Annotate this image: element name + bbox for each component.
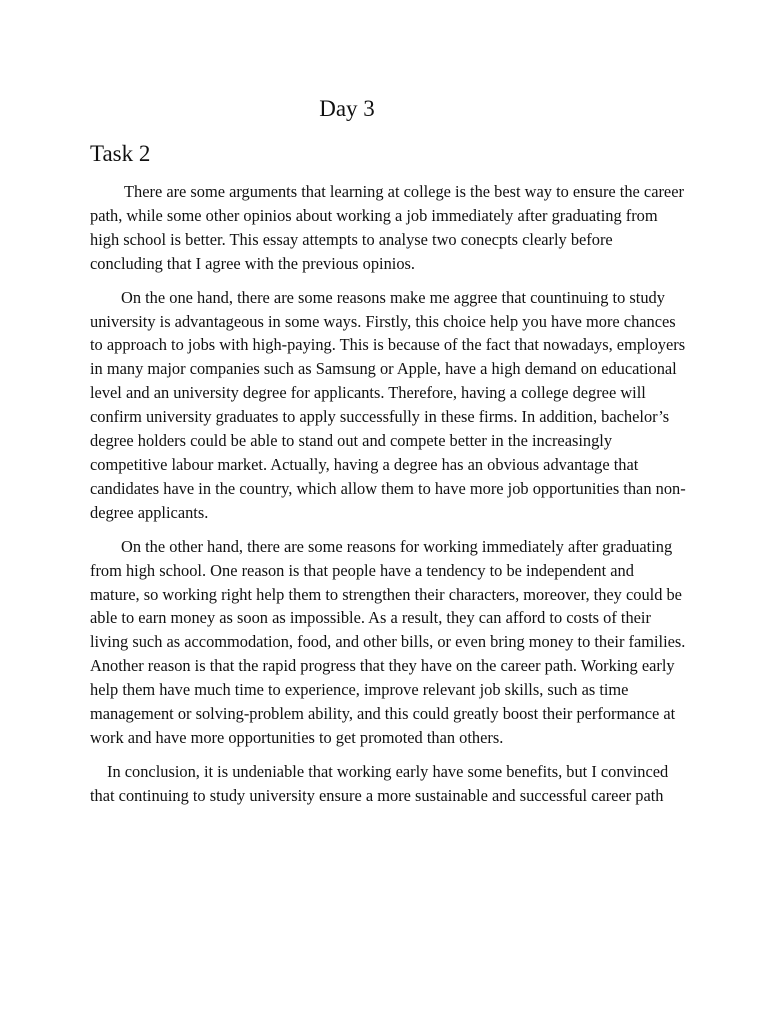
essay-paragraph-conclusion: In conclusion, it is undeniable that working early have some benefits, but I convinced that continuing to study university ensure a more sustainable and successful career path: [90, 761, 669, 805]
day-heading: Day 3: [319, 96, 375, 121]
essay-paragraph-intro: There are some arguments that learning at college is the best way to ensure the career path, while some other opinios about working a job immediately after graduating from high school is better. This essay attempts to analyse two conecpts clearly before concluding that I agree with the previous opinios.: [90, 182, 684, 273]
task-heading: Task 2: [90, 141, 151, 166]
essay-paragraph-first-view: On the one hand, there are some reasons make me aggree that countinuing to study university is advantageous in some ways. Firstly, this choice help you have more chances to approach to jobs with high-paying. This is because of the fact that nowadays, employers in many major companies such as Samsung or Apple, have a high demand on educational level and an university degree for applicants. Therefore, having a college degree will confirm university graduates to apply successfully in these firms. In addition, bachelor’s degree holders could be able to stand out and compete better in the increasingly competitive labour market. Actually, having a degree has an obvious advantage that candidates have in the country, which allow them to have more job opportunities than non-degree applicants.: [90, 287, 686, 522]
essay-paragraph-second-view: On the other hand, there are some reasons for working immediately after graduating from high school. One reason is that people have a tendency to be independent and mature, so working right help them to strengthen their characters, moreover, they could be able to earn money as soon as impossible. As a result, they can afford to costs of their living such as accommodation, food, and other bills, or even bring money to their families. Another reason is that the rapid progress that they have on the career path. Working early help them have much time to experience, improve relevant job skills, such as time management or solving-problem ability, and this could greatly boost their performance at work and have more opportunities to get promoted than others.: [90, 536, 686, 747]
essay-body: [90, 180, 686, 818]
